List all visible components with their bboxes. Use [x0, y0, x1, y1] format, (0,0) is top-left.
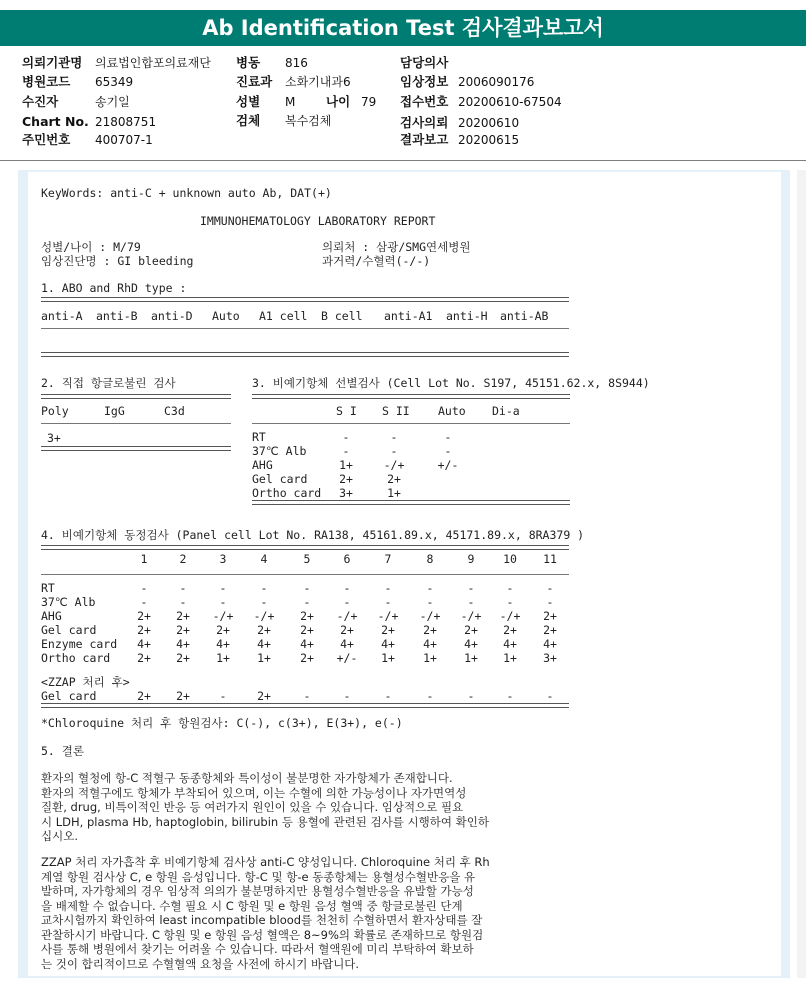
hospital-value: 의료법인합포의료재단 — [95, 56, 211, 70]
abo-header-cell: Auto — [212, 309, 240, 323]
panel-header-cell: 10 — [503, 552, 517, 566]
conclusion-line: 환자의 혈청에 항-C 적혈구 동종항체와 특이성이 불분명한 자가항체가 존재합니다. — [41, 771, 453, 785]
panel-cell: 4+ — [216, 637, 230, 651]
ward-value: 816 — [285, 56, 308, 70]
clinical-diagnosis-line: 임상진단명 : GI bleeding — [41, 254, 194, 268]
panel-cell: 3+ — [543, 651, 557, 665]
ward-label: 병동 — [236, 55, 261, 70]
panel-cell: - — [384, 581, 392, 595]
age-value: 79 — [361, 95, 377, 109]
panel-cell: 2+ — [257, 623, 271, 637]
panel-cell: 1+ — [216, 651, 230, 665]
abo-header-cell: anti-A — [41, 309, 83, 323]
chart-no-value: 21808751 — [95, 115, 157, 129]
conclusion-line: ZZAP 처리 자가흡착 후 비예기항체 검사상 anti-C 양성입니다. Chloroquine 처리 후 Rh — [41, 855, 490, 869]
panel-cell: 4+ — [381, 637, 395, 651]
screening-rule-mid — [252, 423, 570, 424]
abo-header-cell: B cell — [321, 309, 363, 323]
screening-cell: -/+ — [383, 458, 405, 472]
panel-cell: 4+ — [137, 637, 151, 651]
zzap-cell: 2+ — [137, 689, 151, 703]
panel-section-title: 4. 비예기항체 동정검사 (Panel cell Lot No. RA138, 45161.89.x, 45171.89.x, 8RA379 ) — [41, 528, 585, 542]
panel-cell: 2+ — [176, 623, 190, 637]
panel-cell: - — [384, 595, 392, 609]
patient-name-value: 송기일 — [95, 95, 130, 109]
conclusion-line: 십시오. — [41, 829, 78, 843]
screening-cell: - — [342, 444, 350, 458]
panel-cell: - — [260, 581, 268, 595]
panel-cell: 2+ — [423, 623, 437, 637]
requester-line: 의뢰처 : 삼광/SMG연세병원 — [322, 240, 471, 254]
panel-header-cell: 8 — [426, 552, 434, 566]
screening-header-cell: S II — [382, 404, 410, 418]
scrollbar[interactable] — [797, 170, 806, 978]
panel-cell: 4+ — [543, 637, 557, 651]
panel-cell: - — [426, 595, 434, 609]
panel-cell: 2+ — [137, 623, 151, 637]
panel-cell: - — [343, 595, 351, 609]
conclusion-line: 발하며, 자가항체의 경우 임상적 의의가 불분명하지만 용혈성수혈반응을 유발할 가능성 — [41, 884, 474, 898]
screening-cell: - — [390, 430, 398, 444]
patient-name-label: 수진자 — [22, 94, 59, 109]
zzap-cell: 2+ — [257, 689, 271, 703]
zzap-cell: - — [426, 689, 434, 703]
panel-header-cell: 3 — [219, 552, 227, 566]
chart-no-label: Chart No. — [22, 114, 89, 129]
panel-cell: 2+ — [300, 651, 314, 665]
abo-header-cell: A1 cell — [259, 309, 308, 323]
panel-cell: 2+ — [176, 609, 190, 623]
resident-no-value: 400707-1 — [95, 133, 153, 147]
abo-header-cell: anti-A1 — [384, 309, 433, 323]
report-body[interactable] — [28, 172, 781, 976]
panel-cell: 1+ — [257, 651, 271, 665]
screening-cell: 1+ — [339, 458, 353, 472]
screening-cell: 3+ — [339, 486, 353, 500]
chloroquine-note: *Chloroquine 처리 후 항원검사: C(-), c(3+), E(3+), e(-) — [41, 716, 403, 730]
panel-cell: - — [140, 581, 148, 595]
specimen-value: 복수검체 — [285, 114, 332, 128]
panel-cell: - — [179, 581, 187, 595]
panel-header-cell: 2 — [179, 552, 187, 566]
screening-row-label: AHG — [252, 458, 273, 472]
panel-cell: 4+ — [464, 637, 478, 651]
panel-cell: 2+ — [464, 623, 478, 637]
report-date-value: 20200615 — [458, 133, 520, 147]
screening-cell: 1+ — [387, 486, 401, 500]
panel-rule-mid — [41, 574, 569, 575]
clinical-info-value: 2006090176 — [458, 75, 535, 89]
screening-cell: - — [342, 430, 350, 444]
panel-cell: -/+ — [212, 609, 234, 623]
panel-cell: 4+ — [257, 637, 271, 651]
panel-cell: 4+ — [503, 637, 517, 651]
conclusion-line: 계열 항원 검사상 C, e 항원 음성입니다. 항-C 및 항-e 동종항체는 용혈성수혈반응을 유 — [41, 869, 476, 884]
zzap-cell: - — [546, 689, 554, 703]
screening-rule-bottom — [252, 500, 570, 505]
department-label: 진료과 — [236, 74, 273, 89]
panel-cell: - — [343, 581, 351, 595]
panel-cell: 2+ — [543, 609, 557, 623]
receipt-no-label: 접수번호 — [400, 94, 449, 109]
dat-rule-mid — [41, 423, 231, 424]
zzap-cell: 2+ — [176, 689, 190, 703]
zzap-cell: - — [467, 689, 475, 703]
panel-rule-top — [41, 545, 569, 550]
panel-row-label: Ortho card — [41, 651, 111, 665]
panel-row-label: Enzyme card — [41, 637, 118, 651]
panel-rule-bottom — [41, 703, 569, 708]
panel-cell: -/+ — [499, 609, 521, 623]
conclusion-line: 시 LDH, plasma Hb, haptoglobin, bilirubin 등 용혈에 관련된 검사를 시행하여 확인하 — [41, 814, 489, 829]
panel-cell: 1+ — [503, 651, 517, 665]
lab-report-title: IMMUNOHEMATOLOGY LABORATORY REPORT — [200, 214, 436, 228]
panel-cell: -/+ — [419, 609, 441, 623]
panel-cell: 2+ — [300, 623, 314, 637]
screening-cell: 2+ — [339, 472, 353, 486]
specimen-label: 검체 — [236, 113, 261, 128]
screening-section-title: 3. 비예기항체 선별검사 (Cell Lot No. S197, 45151.62.x, 8S944) — [252, 376, 650, 390]
conclusion-line: 관찰하시기 바랍니다. C 항원 및 e 항원 음성 혈액은 8~9%의 확률로 존재하므로 항원검 — [41, 927, 484, 942]
screening-header-cell: S I — [336, 404, 357, 418]
hospital-code-value: 65349 — [95, 75, 134, 89]
panel-cell: - — [506, 581, 514, 595]
panel-cell: 2+ — [381, 623, 395, 637]
conclusion-line: 는 것이 합리적이므로 수혈혈액 요청을 사전에 하시기 바랍니다. — [41, 956, 360, 971]
dat-header-cell: IgG — [104, 404, 125, 418]
panel-cell: -/+ — [460, 609, 482, 623]
panel-row-label: RT — [41, 581, 55, 595]
panel-cell: - — [546, 581, 554, 595]
screening-row-label: RT — [252, 430, 266, 444]
zzap-cell: - — [343, 689, 351, 703]
panel-cell: 4+ — [176, 637, 190, 651]
panel-cell: - — [140, 595, 148, 609]
request-date-label: 검사의뢰 — [400, 115, 449, 130]
zzap-cell: - — [506, 689, 514, 703]
abo-rule-top — [41, 297, 569, 302]
sex-label: 성별 — [236, 94, 261, 109]
panel-cell: - — [219, 581, 227, 595]
abo-header-cell: anti-H — [446, 309, 488, 323]
zzap-cell: - — [384, 689, 392, 703]
conclusion-line: 질환, drug, 비특이적인 반응 등 여러가지 원인이 있을 수 있습니다. 임상적으로 필요 — [41, 800, 464, 814]
conclusion-title: 5. 결론 — [41, 744, 84, 758]
abo-header-cell: anti-AB — [500, 309, 549, 323]
screening-row-label: Ortho card — [252, 486, 322, 500]
screening-cell: - — [444, 430, 452, 444]
clinical-info-label: 임상정보 — [400, 74, 449, 89]
abo-section-title: 1. ABO and RhD type : — [41, 281, 187, 295]
screening-header-cell: Auto — [438, 404, 466, 418]
patient-header — [0, 46, 806, 158]
panel-cell: 2+ — [543, 623, 557, 637]
zzap-row-label: Gel card — [41, 689, 97, 703]
panel-row-label: Gel card — [41, 623, 97, 637]
screening-row-label: Gel card — [252, 472, 308, 486]
panel-cell: - — [467, 595, 475, 609]
screening-cell: - — [444, 444, 452, 458]
zzap-title: <ZZAP 처리 후> — [41, 675, 130, 689]
panel-cell: -/+ — [253, 609, 275, 623]
panel-header-cell: 9 — [467, 552, 475, 566]
screening-header-cell: Di-a — [492, 404, 520, 418]
panel-cell: 4+ — [300, 637, 314, 651]
dat-rule-bottom — [41, 446, 231, 451]
conclusion-line: 을 배제할 수 없습니다. 수혈 필요 시 C 항원 및 e 항원 음성 혈액 중 항글로불린 단계 — [41, 898, 463, 913]
abo-header-cell: anti-B — [96, 309, 138, 323]
panel-header-cell: 11 — [543, 552, 557, 566]
report-date-label: 결과보고 — [400, 132, 449, 147]
conclusion-line: 환자의 적혈구에도 항체가 부착되어 있으며, 이는 수혈에 의한 가능성이나 자가면역성 — [41, 785, 467, 800]
panel-header-cell: 1 — [140, 552, 148, 566]
panel-cell: 2+ — [216, 623, 230, 637]
panel-cell: - — [303, 581, 311, 595]
panel-cell: - — [219, 595, 227, 609]
panel-header-cell: 6 — [343, 552, 351, 566]
panel-cell: - — [179, 595, 187, 609]
panel-row-label: AHG — [41, 609, 62, 623]
panel-row-label: 37℃ Alb — [41, 595, 96, 609]
panel-cell: +/- — [336, 651, 358, 665]
department-value: 소화기내과6 — [285, 75, 351, 89]
conclusion-line: 사를 통해 병원에서 찾기는 어려울 수 있습니다. 따라서 혈액원에 미리 부탁하여 확보하 — [41, 942, 474, 956]
receipt-no-value: 20200610-67504 — [458, 95, 562, 109]
panel-cell: 2+ — [137, 609, 151, 623]
dat-header-cell: Poly — [41, 404, 69, 418]
panel-header-cell: 7 — [384, 552, 392, 566]
dat-value-cell: 3+ — [47, 431, 61, 445]
hospital-code-label: 병원코드 — [22, 74, 71, 89]
panel-cell: 2+ — [340, 623, 354, 637]
age-label: 나이 — [326, 94, 351, 109]
panel-cell: 2+ — [503, 623, 517, 637]
panel-cell: -/+ — [336, 609, 358, 623]
panel-cell: 2+ — [300, 609, 314, 623]
dat-rule-top — [41, 394, 231, 399]
panel-cell: 1+ — [381, 651, 395, 665]
panel-cell: - — [426, 581, 434, 595]
hospital-label: 의뢰기관명 — [22, 55, 83, 70]
zzap-cell: - — [303, 689, 311, 703]
panel-cell: 4+ — [340, 637, 354, 651]
doctor-label: 담당의사 — [400, 55, 449, 70]
screening-cell: +/- — [437, 458, 459, 472]
panel-cell: 1+ — [423, 651, 437, 665]
panel-cell: 2+ — [176, 651, 190, 665]
report-title: Ab Identification Test 검사결과보고서 — [0, 10, 806, 46]
screening-cell: 2+ — [387, 472, 401, 486]
request-date-value: 20200610 — [458, 116, 520, 130]
panel-cell: - — [467, 581, 475, 595]
keywords: KeyWords: anti-C + unknown auto Ab, DAT(+) — [41, 186, 332, 200]
dat-section-title: 2. 직접 항글로불린 검사 — [41, 376, 176, 390]
panel-cell: - — [506, 595, 514, 609]
dat-header-cell: C3d — [164, 404, 185, 418]
abo-header-cell: anti-D — [151, 309, 193, 323]
panel-cell: - — [303, 595, 311, 609]
panel-cell: 1+ — [464, 651, 478, 665]
abo-rule-bottom — [41, 352, 569, 357]
screening-row-label: 37℃ Alb — [252, 444, 307, 458]
screening-rule-top — [252, 394, 570, 399]
panel-cell: 2+ — [137, 651, 151, 665]
conclusion-line: 교차시험까지 확인하여 least incompatible blood를 천천히 수혈하면서 환자상태를 잘 — [41, 913, 483, 927]
sex-age-line: 성별/나이 : M/79 — [41, 240, 141, 254]
screening-cell: - — [390, 444, 398, 458]
resident-no-label: 주민번호 — [22, 132, 71, 147]
panel-header-cell: 5 — [303, 552, 311, 566]
panel-header-cell: 4 — [260, 552, 268, 566]
panel-cell: - — [546, 595, 554, 609]
panel-cell: - — [260, 595, 268, 609]
abo-rule-mid — [41, 328, 569, 329]
panel-cell: 4+ — [423, 637, 437, 651]
header-divider — [0, 160, 806, 161]
history-line: 과거력/수혈력(-/-) — [322, 254, 431, 268]
sex-value: M — [285, 95, 296, 109]
panel-cell: -/+ — [377, 609, 399, 623]
zzap-cell: - — [219, 689, 227, 703]
